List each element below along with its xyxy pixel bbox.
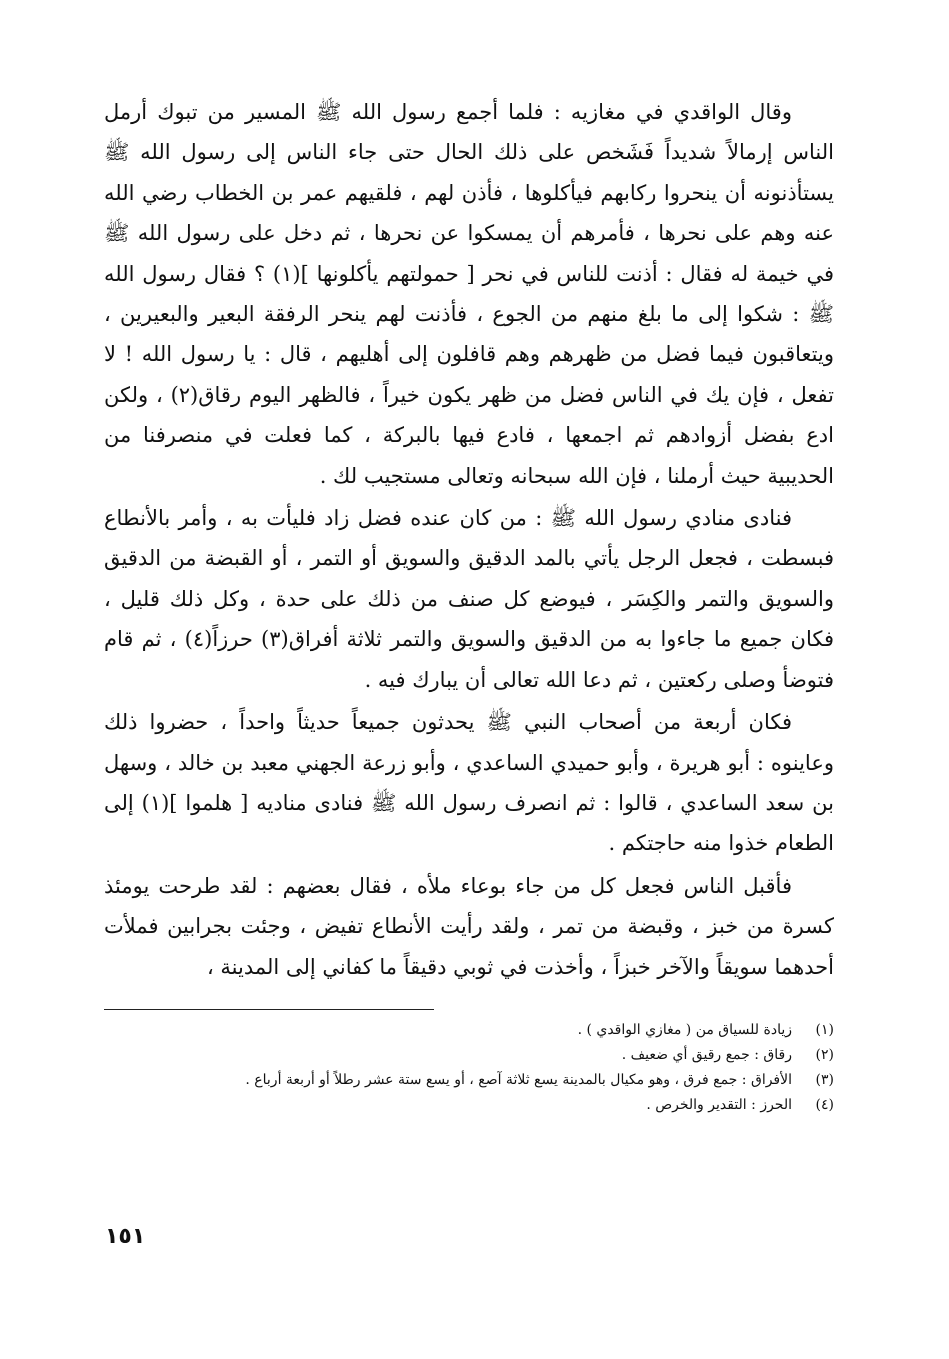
footnote-text: زيادة للسياق من ( مغازي الواقدي ) . [577, 1021, 792, 1038]
footnotes [104, 1018, 834, 1118]
footnote-number: (٣) [815, 1071, 834, 1088]
footnote-2 [104, 1043, 834, 1068]
paragraph-1: وقال الواقدي في مغازيه : فلما أجمع رسول الله ﷺ المسير من تبوك أرمل الناس إرمالاً شديداً فَشَخص على ذلك الحال حتى جاء الناس إلى رسول الله ﷺ يستأذنونه أن ينحروا ركابهم فيأكلوها ، فأذن لهم ، فلقيهم عمر بن الخطاب رضي الله عنه وهم على نحرها ، فأمرهم أن يمسكوا عن نحرها ، ثم دخل على رسول الله ﷺ في خيمة له فقال : أذنت للناس في نحر [ حمولتهم يأكلونها ](١) ؟ فقال رسول الله ﷺ : شكوا إلى ما بلغ منهم من الجوع ، فأذنت لهم ينحر الرفقة البعير والبعيرين ، ويتعاقبون فيما فضل من ظهرهم وهم قافلون إلى أهليهم ، قال : يا رسول الله ! لا تفعل ، فإن يك في الناس فضل من ظهر يكون خيراً ، فالظهر اليوم رقاق(٢) ، ولكن ادع بفضل أزوادهم ثم اجمعها ، فادع فيها بالبركة ، كما فعلت في منصرفنا من الحديبية حيث أرملنا ، فإن الله سبحانه وتعالى مستجيب لك . [104, 100, 834, 488]
footnote-number: (٢) [815, 1046, 834, 1063]
footnote-4 [104, 1093, 834, 1118]
page-number: ١٥١ [105, 1224, 146, 1249]
footnote-divider [104, 1009, 434, 1010]
footnote-text: الحرز : التقدير والخرص . [646, 1096, 792, 1113]
footnote-text: الأفراق : جمع فرق ، وهو مكيال بالمدينة يسع ثلاثة آصع ، أو يسع ستة عشر رطلاً أو أربعة أرباع . [245, 1071, 792, 1088]
footnote-text: رقاق : جمع رقيق أي ضعيف . [621, 1046, 792, 1063]
footnote-number: (٤) [815, 1096, 834, 1113]
paragraph-2: فنادى منادي رسول الله ﷺ : من كان عنده فضل زاد فليأت به ، وأمر بالأنطاع فبسطت ، فجعل الرجل يأتي بالمد الدقيق والسويق أو التمر ، أو القبضة من الدقيق والسويق والتمر والكِسَر ، فيوضع كل صنف من ذلك على حدة ، وكل ذلك قليل ، فكان جميع ما جاءوا به من الدقيق والسويق والتمر ثلاثة أفراق(٣) حرزاً(٤) ، ثم قام فتوضأ وصلى ركعتين ، ثم دعا الله تعالى أن يبارك فيه . [104, 506, 835, 692]
footnote-3 [104, 1068, 834, 1093]
footnote-1 [104, 1018, 834, 1043]
main-text [104, 92, 834, 987]
paragraph-4: فأقبل الناس فجعل كل من جاء بوعاء ملأه ، فقال بعضهم : لقد طرحت يومئذ كسرة من خبز ، وقبضة من تمر ، ولقد رأيت الأنطاع تفيض ، وجئت بجرابين فملأت أحدهما سويقاً والآخر خبزاً ، وأخذت في ثوبي دقيقاً ما كفاني إلى المدينة ، [104, 873, 834, 979]
book-page [104, 92, 834, 1292]
footnote-number: (١) [815, 1021, 834, 1038]
paragraph-3: فكان أربعة من أصحاب النبي ﷺ يحدثون جميعاً حديثاً واحداً ، حضروا ذلك وعاينوه : أبو هريرة ، وأبو حميدي الساعدي ، وأبو زرعة الجهني معبد بن خالد ، وسهل بن سعد الساعدي ، قالوا : ثم انصرف رسول الله ﷺ فنادى مناديه [ هلموا ](١) إلى الطعام خذوا منه حاجتكم . [104, 710, 834, 856]
